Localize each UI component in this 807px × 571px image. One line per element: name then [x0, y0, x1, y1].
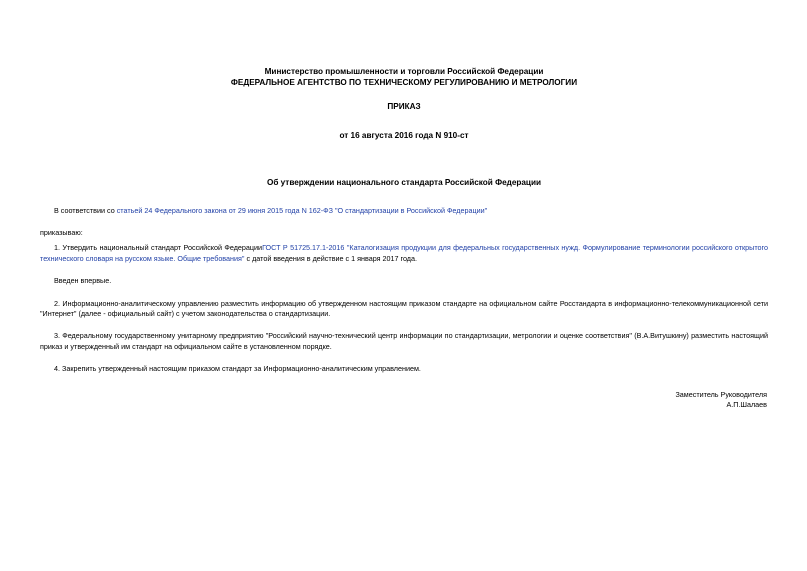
signature-block: [675, 390, 767, 411]
item-3-paragraph: 3. Федеральному государственному унитарному предприятию "Российский научно-технический центр информации по стандартизации, метрологии и оценке соответствия" (В.А.Витушкину) разместить настоящий приказ и утвержденный им стандарт на официальном сайте в установленном порядке.: [40, 331, 768, 351]
item-1-paragraph: [40, 243, 768, 264]
intro-paragraph: [40, 206, 768, 216]
intro-prefix: В соответствии со: [54, 206, 117, 216]
item-1-prefix: 1. Утвердить национальный стандарт Российской Федерации: [54, 243, 263, 253]
federal-law-link[interactable]: статьей 24 Федерального закона от 29 июня 2015 года N 162-ФЗ "О стандартизации в Российской Федерации": [116, 206, 488, 216]
document-date-number: от 16 августа 2016 года N 910-ст: [339, 131, 469, 141]
item-2-paragraph: 2. Информационно-аналитическому управлению разместить информацию об утвержденном настоящим приказом стандарте на официальном сайте Росстандарта в информационно-телекоммуникационной сети "Интернет" (далее - официальный сайт) с учетом законодательства о стандартизации.: [40, 298, 768, 318]
agency-title: ФЕДЕРАЛЬНОЕ АГЕНТСТВО ПО ТЕХНИЧЕСКОМУ РЕГУЛИРОВАНИЮ И МЕТРОЛОГИИ: [230, 78, 578, 88]
signer-position: Заместитель Руководителя: [675, 390, 767, 399]
item-4-paragraph: 4. Закрепить утвержденный настоящим приказом стандарт за Информационно-аналитическим управлением.: [54, 364, 421, 374]
ministry-title: Министерство промышленности и торговли Российской Федерации: [264, 67, 544, 76]
item-1-suffix: с датой введения в действие с 1 января 2017 года.: [244, 253, 417, 263]
vveden-text: Введен впервые.: [54, 276, 112, 286]
prikazyvayu-text: приказываю:: [40, 227, 83, 237]
signer-name: А.П.Шалаев: [726, 400, 767, 410]
document-subject: Об утверждении национального стандарта Российской Федерации: [266, 178, 542, 188]
document-type: ПРИКАЗ: [387, 102, 421, 112]
gost-standard-link[interactable]: ГОСТ Р 51725.17.1-2016 "Каталогизация продукции для федеральных государственных нужд. Формулирование терминологии российского открытого технического словаря на русском языке. Общие требования": [40, 243, 768, 263]
document-page: [40, 66, 768, 375]
